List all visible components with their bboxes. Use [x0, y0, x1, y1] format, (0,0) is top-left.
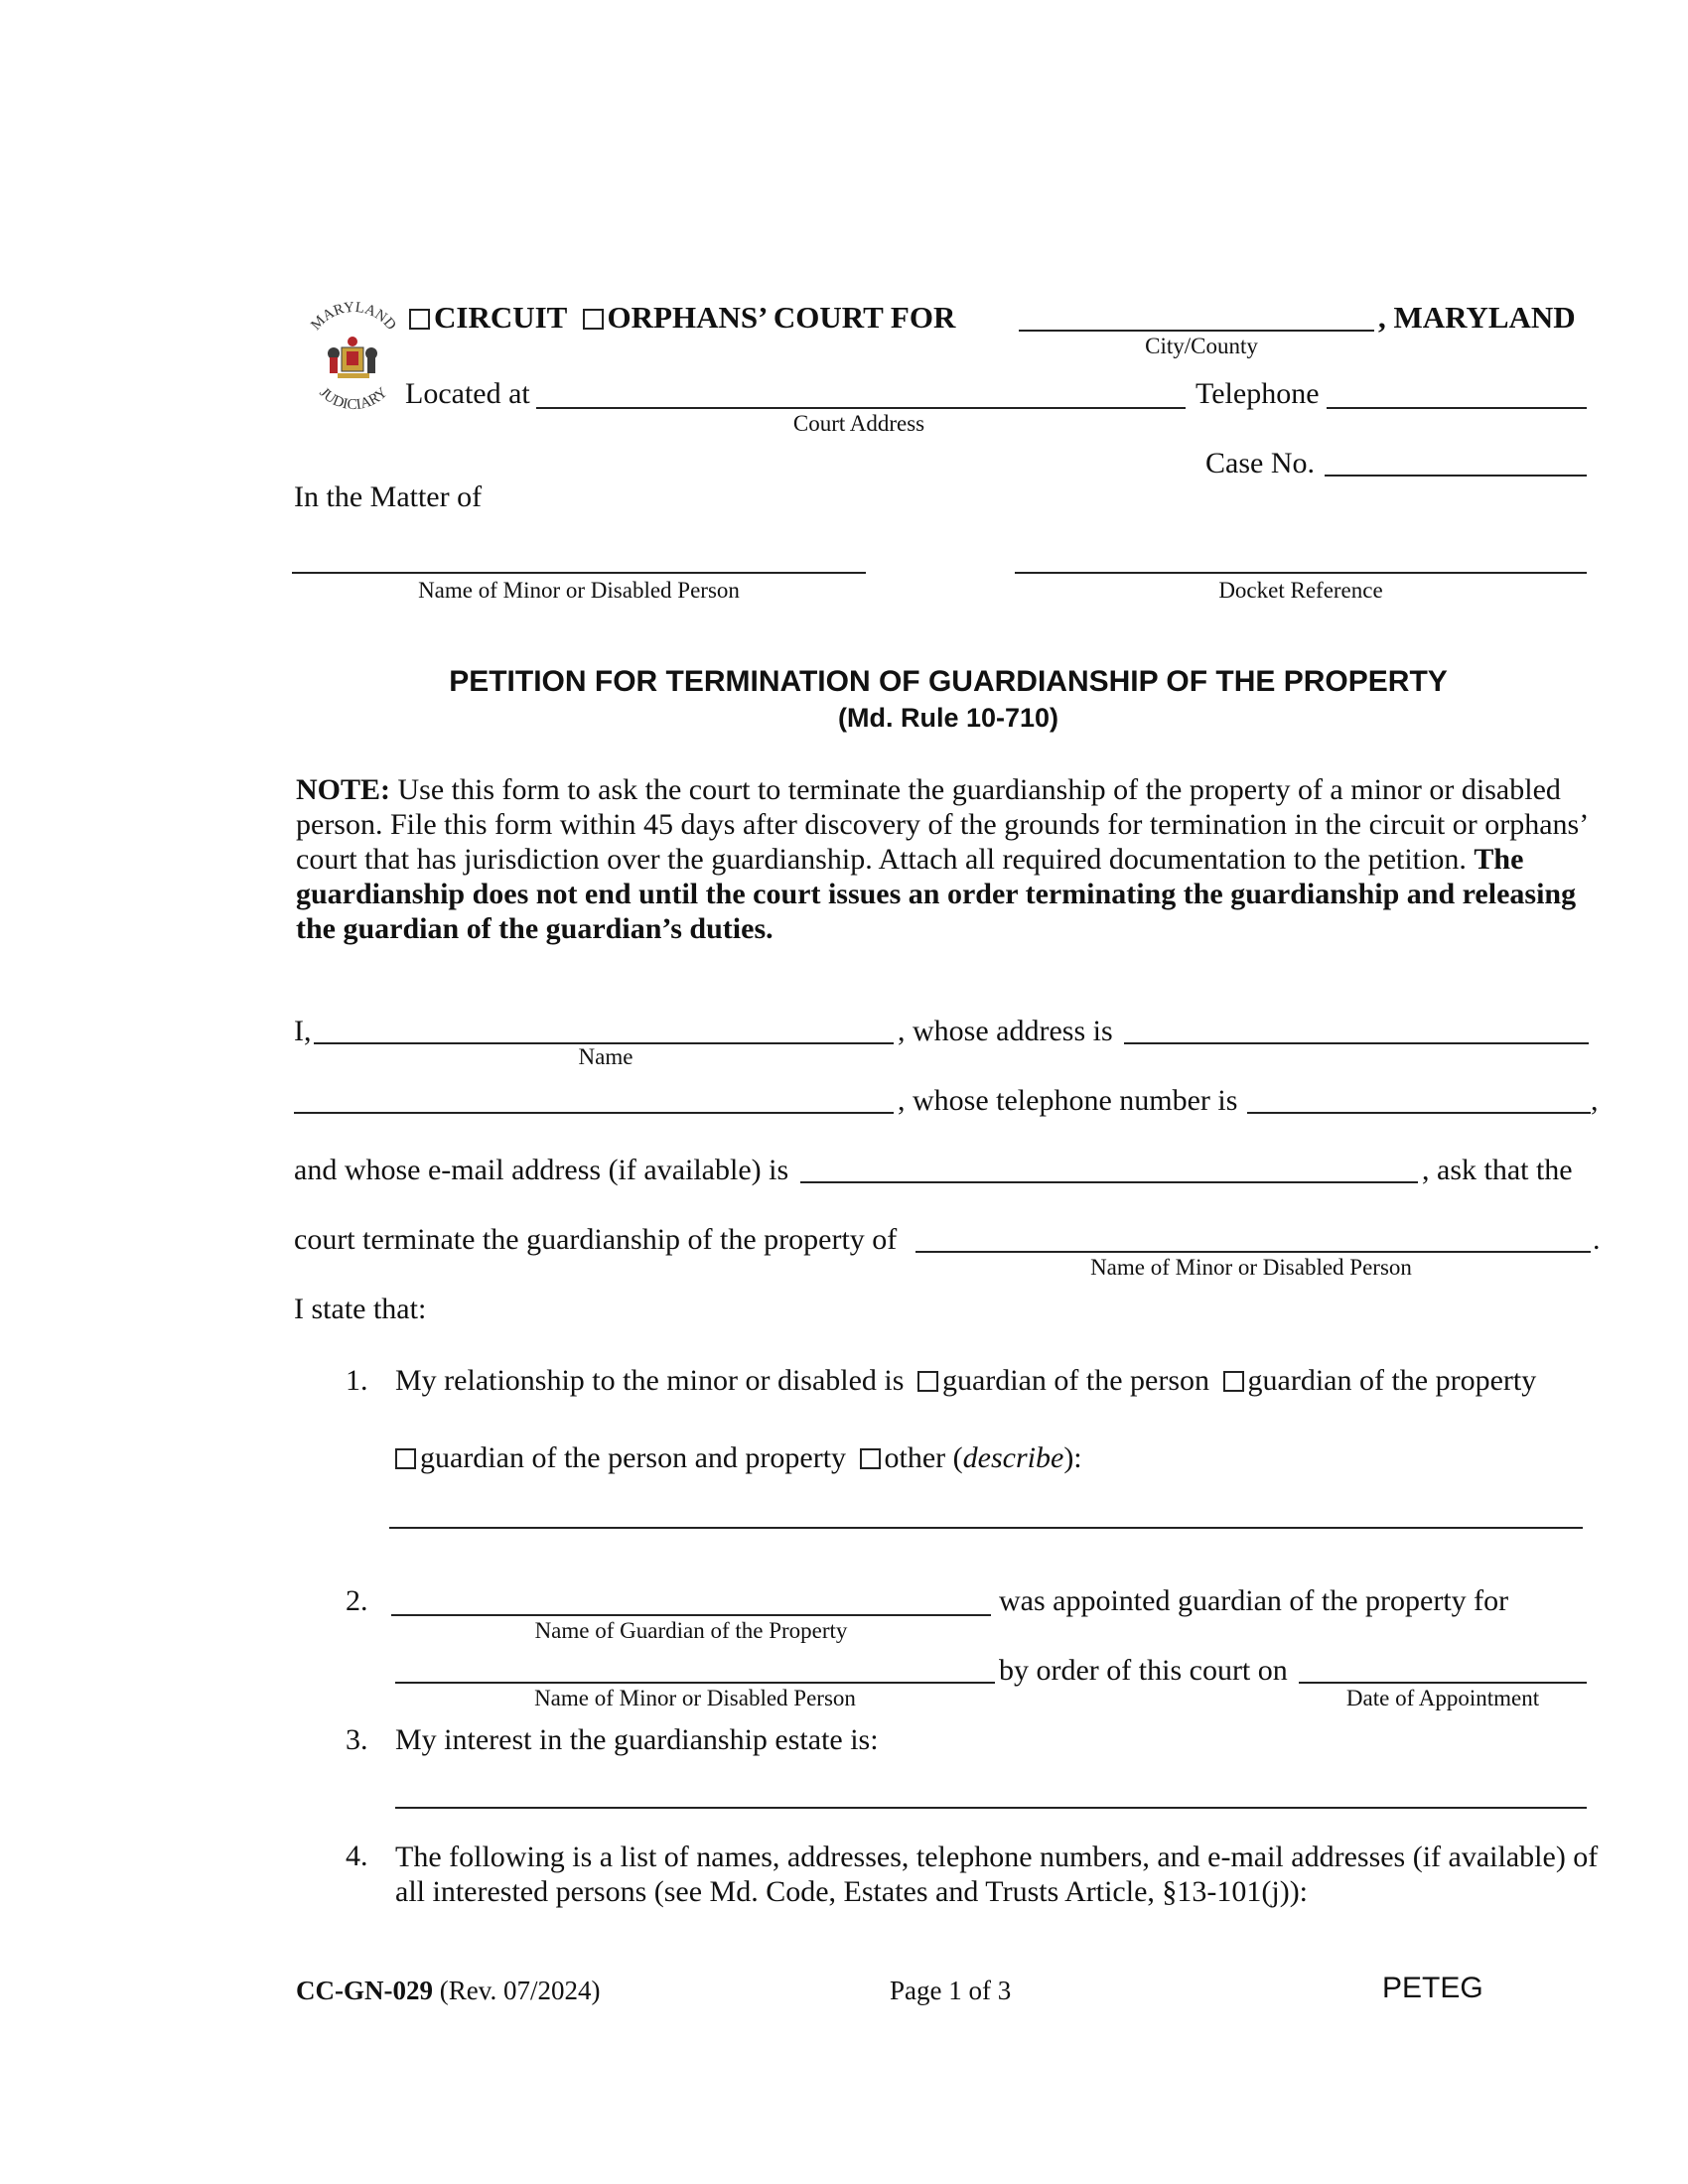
note-paragraph — [296, 772, 1617, 946]
item3-number: 3. — [346, 1723, 368, 1756]
matter-name-field[interactable] — [292, 572, 866, 574]
footer-revision: (Rev. 07/2024) — [432, 1976, 601, 2005]
other-checkbox[interactable] — [860, 1448, 881, 1469]
telephone-label: Telephone — [1196, 377, 1320, 410]
petitioner-address-continued-field[interactable] — [294, 1112, 894, 1114]
petitioner-address-field[interactable] — [1124, 1042, 1589, 1044]
i-label: I, — [294, 1015, 312, 1047]
appointed-label: was appointed guardian of the property for — [999, 1584, 1509, 1617]
address-label: , whose address is — [898, 1015, 1113, 1047]
docket-reference-caption: Docket Reference — [1218, 578, 1383, 603]
item4-text: The following is a list of names, addresses, telephone numbers, and e-mail addresses (if available) of all interested persons (see Md. Code, Estates and Trusts Article, §13-101(j)): — [395, 1841, 1599, 1908]
interest-field[interactable] — [395, 1807, 1587, 1809]
circuit-label: CIRCUIT — [434, 300, 567, 335]
item1-text: My relationship to the minor or disabled is — [395, 1364, 905, 1397]
petitioner-name-caption: Name — [578, 1044, 633, 1069]
footer-form-code: CC-GN-029 — [296, 1976, 433, 2005]
guardian-of-property-checkbox[interactable] — [1223, 1371, 1244, 1392]
other-describe-label: describe — [962, 1441, 1064, 1474]
note-bold-text: The guardianship does not end until the court issues an order terminating the guardianship and releasing the guardian of the guardian’s duties. — [296, 843, 1577, 945]
item2-number: 2. — [346, 1584, 368, 1617]
telephone-comma: , — [1591, 1084, 1599, 1117]
item1-row2 — [395, 1441, 1082, 1475]
guardian-of-property-label: guardian of the property — [1247, 1364, 1537, 1397]
other-label-end: ): — [1063, 1441, 1082, 1474]
minor-name-caption: Name of Minor or Disabled Person — [1090, 1255, 1412, 1280]
item4-number: 4. — [346, 1840, 368, 1872]
petitioner-telephone-field[interactable] — [1247, 1112, 1591, 1114]
telephone-number-label: , whose telephone number is — [898, 1084, 1238, 1117]
email-label: and whose e-mail address (if available) is — [294, 1154, 789, 1186]
item3-text: My interest in the guardianship estate is: — [395, 1723, 879, 1756]
ask-that-label: , ask that the — [1422, 1154, 1573, 1186]
guardian-of-person-checkbox[interactable] — [917, 1371, 938, 1392]
guardian-name-field[interactable] — [391, 1614, 991, 1616]
court-address-caption: Court Address — [792, 411, 925, 436]
other-label: other ( — [884, 1441, 963, 1474]
circuit-checkbox[interactable] — [409, 309, 430, 330]
terminate-period: . — [1593, 1223, 1601, 1256]
located-at-label: Located at — [405, 377, 530, 410]
footer-page-number: Page 1 of 3 — [890, 1976, 1012, 2005]
city-county-caption: City/County — [1145, 334, 1258, 358]
appointed-minor-name-field[interactable] — [395, 1682, 995, 1684]
orphans-court-checkbox[interactable] — [583, 309, 604, 330]
court-type-row — [409, 300, 955, 336]
other-describe-field[interactable] — [389, 1527, 1583, 1529]
note-text: Use this form to ask the court to terminate the guardianship of the property of a minor or disabled person. File this form within 45 days after discovery of the grounds for termination in the circuit or orphans’ court that has jurisdiction over the guardianship. Attach all required documentation to the petition. — [296, 773, 1587, 876]
docket-reference-field[interactable] — [1015, 572, 1587, 574]
city-county-field[interactable] — [1019, 330, 1374, 332]
form-rule: (Md. Rule 10-710) — [837, 703, 1059, 733]
guardian-person-property-label: guardian of the person and property — [420, 1441, 847, 1474]
svg-text:MARYLAND: MARYLAND — [308, 299, 399, 334]
matter-name-caption: Name of Minor or Disabled Person — [418, 578, 740, 603]
svg-text:JUDICIARY: JUDICIARY — [316, 384, 391, 414]
appointment-date-field[interactable] — [1299, 1682, 1587, 1684]
court-telephone-field[interactable] — [1327, 407, 1587, 409]
case-no-field[interactable] — [1325, 475, 1587, 477]
minor-name-field[interactable] — [915, 1251, 1591, 1253]
item1-number: 1. — [346, 1364, 368, 1397]
note-label: NOTE: — [296, 773, 391, 806]
terminate-label: court terminate the guardianship of the property of — [294, 1223, 898, 1256]
appointed-minor-name-caption: Name of Minor or Disabled Person — [534, 1686, 856, 1710]
guardian-name-caption: Name of Guardian of the Property — [534, 1618, 848, 1643]
court-address-field[interactable] — [536, 407, 1186, 409]
orphans-court-label: ORPHANS’ COURT FOR — [607, 300, 956, 335]
i-state-label: I state that: — [294, 1293, 427, 1325]
case-no-label: Case No. — [1205, 447, 1315, 479]
footer-code: PETEG — [1382, 1972, 1483, 2004]
form-title: PETITION FOR TERMINATION OF GUARDIANSHIP OF THE PROPERTY — [449, 665, 1448, 698]
maryland-judiciary-seal — [298, 294, 409, 421]
petitioner-email-field[interactable] — [800, 1181, 1418, 1183]
in-the-matter-label: In the Matter of — [294, 480, 483, 513]
appointment-date-caption: Date of Appointment — [1345, 1686, 1540, 1710]
maryland-label: , MARYLAND — [1378, 300, 1576, 335]
order-label: by order of this court on — [999, 1654, 1288, 1687]
guardian-of-person-label: guardian of the person — [941, 1364, 1210, 1397]
guardian-person-property-checkbox[interactable] — [395, 1448, 416, 1469]
footer-form-id — [296, 1976, 600, 2006]
item1-row — [395, 1364, 1536, 1398]
